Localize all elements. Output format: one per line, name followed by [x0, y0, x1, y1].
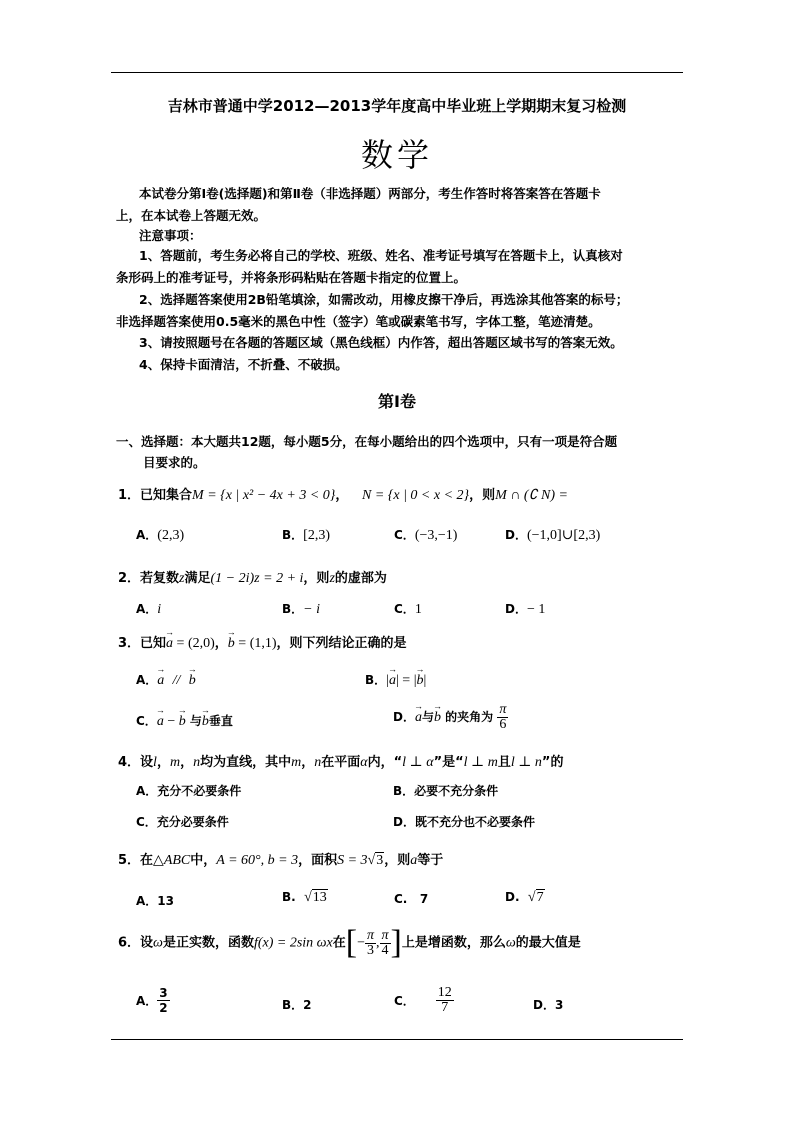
section-line-1: 一、选择题：本大题共12题，每小题5分，在每小题给出的四个选项中，只有一项是符合题	[116, 434, 618, 449]
q6-right-bracket: ]	[390, 924, 402, 961]
q2-a-value: i	[157, 602, 162, 617]
q3-c-text-a: 与	[185, 714, 202, 728]
q6-option-c[interactable]	[394, 986, 454, 1015]
q3-b-value: = (1,1)	[234, 636, 277, 651]
q6-text-b: 是正实数，函数	[162, 935, 254, 951]
q6-option-a[interactable]	[136, 986, 170, 1015]
q6-frac-2	[380, 929, 391, 958]
q6-text-c: 在	[332, 935, 346, 951]
q3-c-vec-a: → a	[157, 714, 164, 730]
q2-option-d[interactable]	[505, 600, 545, 618]
q3-b-label: B．	[365, 673, 387, 687]
q6-a-den: 2	[159, 1001, 168, 1015]
question-2-stem	[118, 567, 387, 587]
q3-d-numerator: π	[499, 702, 507, 717]
q3-c-minus: −	[163, 714, 179, 729]
q4-m: m	[169, 755, 181, 770]
q5-c-value: 7	[419, 892, 429, 906]
question-3-stem	[118, 632, 407, 652]
q1-then: ，则	[469, 488, 496, 503]
q3-c-text-b: 垂直	[208, 714, 233, 728]
q3-c-vec-b2: → b	[202, 714, 209, 730]
q5-c-label: C.	[394, 892, 408, 906]
q1-expression: M ∩ (∁ N) =	[495, 488, 568, 503]
notice-1a: 1、答题前，考生务必将自己的学校、班级、姓名、准考证号填写在答题卡上，认真核对	[139, 248, 623, 263]
q1-option-c[interactable]	[394, 526, 457, 544]
q3-option-c[interactable]	[136, 712, 233, 730]
q5-a-label: A．	[136, 894, 158, 908]
bottom-rule	[111, 1039, 683, 1040]
subject-title: 数学	[360, 136, 433, 174]
q4-c3: ，	[301, 755, 315, 770]
q6-omega2: ω	[505, 935, 516, 951]
q4-text-c: 在平面	[321, 755, 361, 770]
q1-b-value: [2,3)	[303, 528, 330, 543]
notice-3: 3、请按照题号在各题的答题区域（黑色线框）内作答，超出答题区域书写的答案无效。	[139, 335, 623, 350]
q6-frac1-num: π	[367, 927, 375, 943]
q1-d-label: D．	[505, 528, 527, 542]
q6-c-num: 12	[437, 985, 452, 1000]
q4-option-c[interactable]: C．充分必要条件	[136, 815, 229, 829]
q1-a-label: A．	[136, 528, 158, 542]
q4-c2: ，	[180, 755, 194, 770]
q1-d-value: (−1,0]∪[2,3)	[526, 528, 601, 543]
q5-a: a	[410, 853, 418, 868]
intro-line-1: 本试卷分第Ⅰ卷(选择题)和第Ⅱ卷（非选择题）两部分，考生作答时将答案答在答题卡	[139, 186, 601, 201]
q1-option-d[interactable]	[505, 526, 600, 544]
q2-z2: z	[329, 571, 335, 586]
q3-vector-b: → b	[228, 636, 235, 652]
volume-title: 第Ⅰ卷	[378, 392, 416, 411]
q6-minus: −	[357, 935, 366, 951]
q3-c-vec-b: → b	[179, 714, 186, 730]
q2-text-d: 的虚部为	[334, 571, 387, 586]
q6-option-d[interactable]: D．3	[533, 998, 564, 1012]
q1-c-label: C．	[394, 528, 415, 542]
q3-lead: 3．已知	[118, 636, 167, 651]
q3-a-parallel: //	[172, 673, 181, 688]
q4-text-b: 均为直线，其中	[200, 755, 292, 770]
q5-a-value: 13	[157, 894, 174, 908]
q3-d-vec-a: → a	[415, 710, 422, 726]
q2-b-value: − i	[303, 602, 320, 617]
q5-triangle: △ABC	[153, 853, 191, 868]
q3-d-denominator: 6	[499, 717, 507, 732]
q5-b-label: B.	[282, 890, 296, 904]
q6-left-bracket: [	[345, 924, 358, 961]
q3-c-label: C．	[136, 714, 157, 728]
q4-text-f: 且	[497, 755, 511, 770]
q6-frac-1	[365, 929, 376, 958]
q5-text-b: 中，	[190, 853, 217, 868]
q1-b-label: B．	[282, 528, 304, 542]
notice-2b: 非选择题答案使用0.5毫米的黑色中性（签字）笔或碳素笔书写，字体工整，笔迹清楚。	[116, 314, 601, 329]
q3-a-value: = (2,0)	[173, 636, 215, 651]
q4-cond1: l ⊥ α	[402, 755, 434, 770]
q2-d-value: − 1	[526, 602, 546, 617]
question-5-stem: 5．在△ABC中，A = 60°, b = 3，面积S = 3√3，则a等于	[118, 853, 444, 868]
q5-b-value: 13	[312, 890, 327, 905]
q1-option-a[interactable]	[136, 526, 184, 544]
q3-text-b: ，则下列结论正确的是	[276, 636, 407, 651]
q6-text-d: 上是增函数，那么	[401, 935, 506, 951]
intro-line-2: 上，在本试卷上答题无效。	[116, 208, 267, 223]
q4-lead: 4．设	[118, 755, 154, 770]
q3-a-vec-b: → b	[189, 673, 196, 689]
q1-c-value: (−3,−1)	[414, 528, 458, 543]
q2-text-b: 满足	[184, 571, 211, 586]
q3-d-fraction	[497, 703, 508, 732]
q4-option-d[interactable]: D．既不充分也不必要条件	[393, 815, 535, 829]
q4-l: l	[153, 755, 157, 770]
q5-text-c: ，面积	[298, 853, 338, 868]
q6-frac2-num: π	[381, 927, 389, 943]
q6-omega: ω	[153, 935, 163, 951]
q2-lead: 2．若复数	[118, 571, 180, 586]
section-line-2: 目要求的。	[143, 455, 206, 470]
q4-text-g: ”的	[541, 755, 564, 770]
q3-b-vec-b: → b	[417, 673, 424, 689]
notice-2a: 2、选择题答案使用2B铅笔填涂，如需改动，用橡皮擦干净后，再选涂其他答案的标号；	[139, 292, 629, 307]
q5-lead: 5．在	[118, 853, 154, 868]
q2-option-a[interactable]	[136, 600, 161, 618]
q2-b-label: B．	[282, 602, 304, 616]
top-rule	[111, 72, 683, 73]
q6-lead: 6．设	[118, 935, 154, 951]
q2-option-c[interactable]	[394, 600, 422, 618]
q4-c1: ，	[156, 755, 170, 770]
q6-comma: ,	[376, 935, 380, 951]
q4-text-d: 内，“	[367, 755, 403, 770]
q3-a-vec-a: → a	[157, 673, 164, 689]
q5-option-b[interactable]: B. √13	[282, 890, 327, 905]
q2-option-b[interactable]	[282, 600, 320, 618]
q6-c-label: C．	[394, 994, 415, 1008]
q2-c-label: C．	[394, 602, 415, 616]
q1-a-value: (2,3)	[157, 528, 185, 543]
q3-d-vec-b: → b	[434, 710, 441, 726]
q1-option-b[interactable]	[282, 526, 330, 544]
q4-option-b[interactable]: B．必要不充分条件	[393, 784, 499, 798]
q6-a-num: 3	[159, 986, 168, 1000]
q3-sep: ，	[214, 636, 228, 651]
q1-lead: 1．已知集合	[118, 488, 193, 503]
notice-title: 注意事项：	[139, 228, 202, 243]
q4-cond2a: l ⊥ m	[463, 755, 498, 770]
q6-frac2-den: 4	[381, 942, 389, 958]
q5-text-d: ，则	[384, 853, 411, 868]
q3-option-d[interactable]	[393, 703, 508, 732]
question-1-stem	[118, 484, 568, 504]
q5-text-e: 等于	[417, 853, 444, 868]
q6-a-label: A．	[136, 994, 158, 1008]
q3-d-label: D．	[393, 710, 415, 724]
q6-function: f(x) = 2sin ωx	[253, 935, 333, 951]
q6-text-e: 的最大值是	[515, 935, 581, 951]
q6-frac1-den: 3	[367, 942, 375, 958]
q4-alpha: α	[360, 755, 368, 770]
q5-d-label: D.	[505, 890, 520, 904]
q2-text-c: ，则	[303, 571, 330, 586]
q2-a-label: A．	[136, 602, 158, 616]
question-4-stem	[118, 751, 563, 771]
q6-c-den: 7	[441, 1000, 449, 1015]
exam-title: 吉林市普通中学2012—2013学年度高中毕业班上学期期末复习检测	[167, 97, 627, 115]
q5-option-a[interactable]	[136, 892, 174, 909]
q3-option-a[interactable]	[136, 671, 196, 689]
q5-d-value: 7	[536, 890, 544, 905]
q4-n: n	[193, 755, 201, 770]
q4-text-e: ”是“	[433, 755, 464, 770]
q3-vector-a: → a	[166, 636, 173, 652]
q5-condition: A = 60°, b = 3	[216, 853, 299, 868]
q3-d-text-a: 与	[421, 710, 434, 724]
q3-option-b[interactable]: B．|→ a| = |→ b|	[365, 671, 426, 689]
q1-set-m: M = {x | x² − 4x + 3 < 0}	[192, 488, 336, 503]
notice-4: 4、保持卡面清洁，不折叠、不破损。	[139, 357, 348, 372]
q6-c-fraction	[436, 986, 454, 1015]
q4-m2: m	[291, 755, 302, 770]
q5-option-c[interactable]	[394, 892, 428, 906]
question-6-stem	[118, 924, 581, 961]
q5-area-root: 3	[376, 853, 384, 868]
q2-equation: (1 − 2i)z = 2 + i	[210, 571, 304, 586]
q1-set-n: N = {x | 0 < x < 2}	[361, 488, 470, 503]
notice-1b: 条形码上的准考证号，并将条形码粘贴在答题卡指定的位置上。	[116, 270, 467, 285]
q3-b-equals: =	[398, 673, 414, 688]
q4-cond2b: l ⊥ n	[510, 755, 542, 770]
q3-d-text-b: 的夹角为	[440, 710, 494, 724]
q5-option-d[interactable]: D. √7	[505, 890, 544, 905]
q6-option-b[interactable]: B．2	[282, 998, 312, 1012]
q1-sep: ，	[335, 488, 349, 503]
q3-a-label: A．	[136, 673, 158, 687]
q5-area: S = 3	[337, 853, 368, 868]
q3-b-vec-a: → a	[389, 673, 396, 689]
q4-n2: n	[314, 755, 322, 770]
q2-z: z	[179, 571, 185, 586]
q6-a-fraction	[157, 986, 169, 1015]
q2-d-label: D．	[505, 602, 527, 616]
q4-option-a[interactable]: A．充分不必要条件	[136, 784, 242, 798]
q2-c-value: 1	[414, 602, 422, 617]
